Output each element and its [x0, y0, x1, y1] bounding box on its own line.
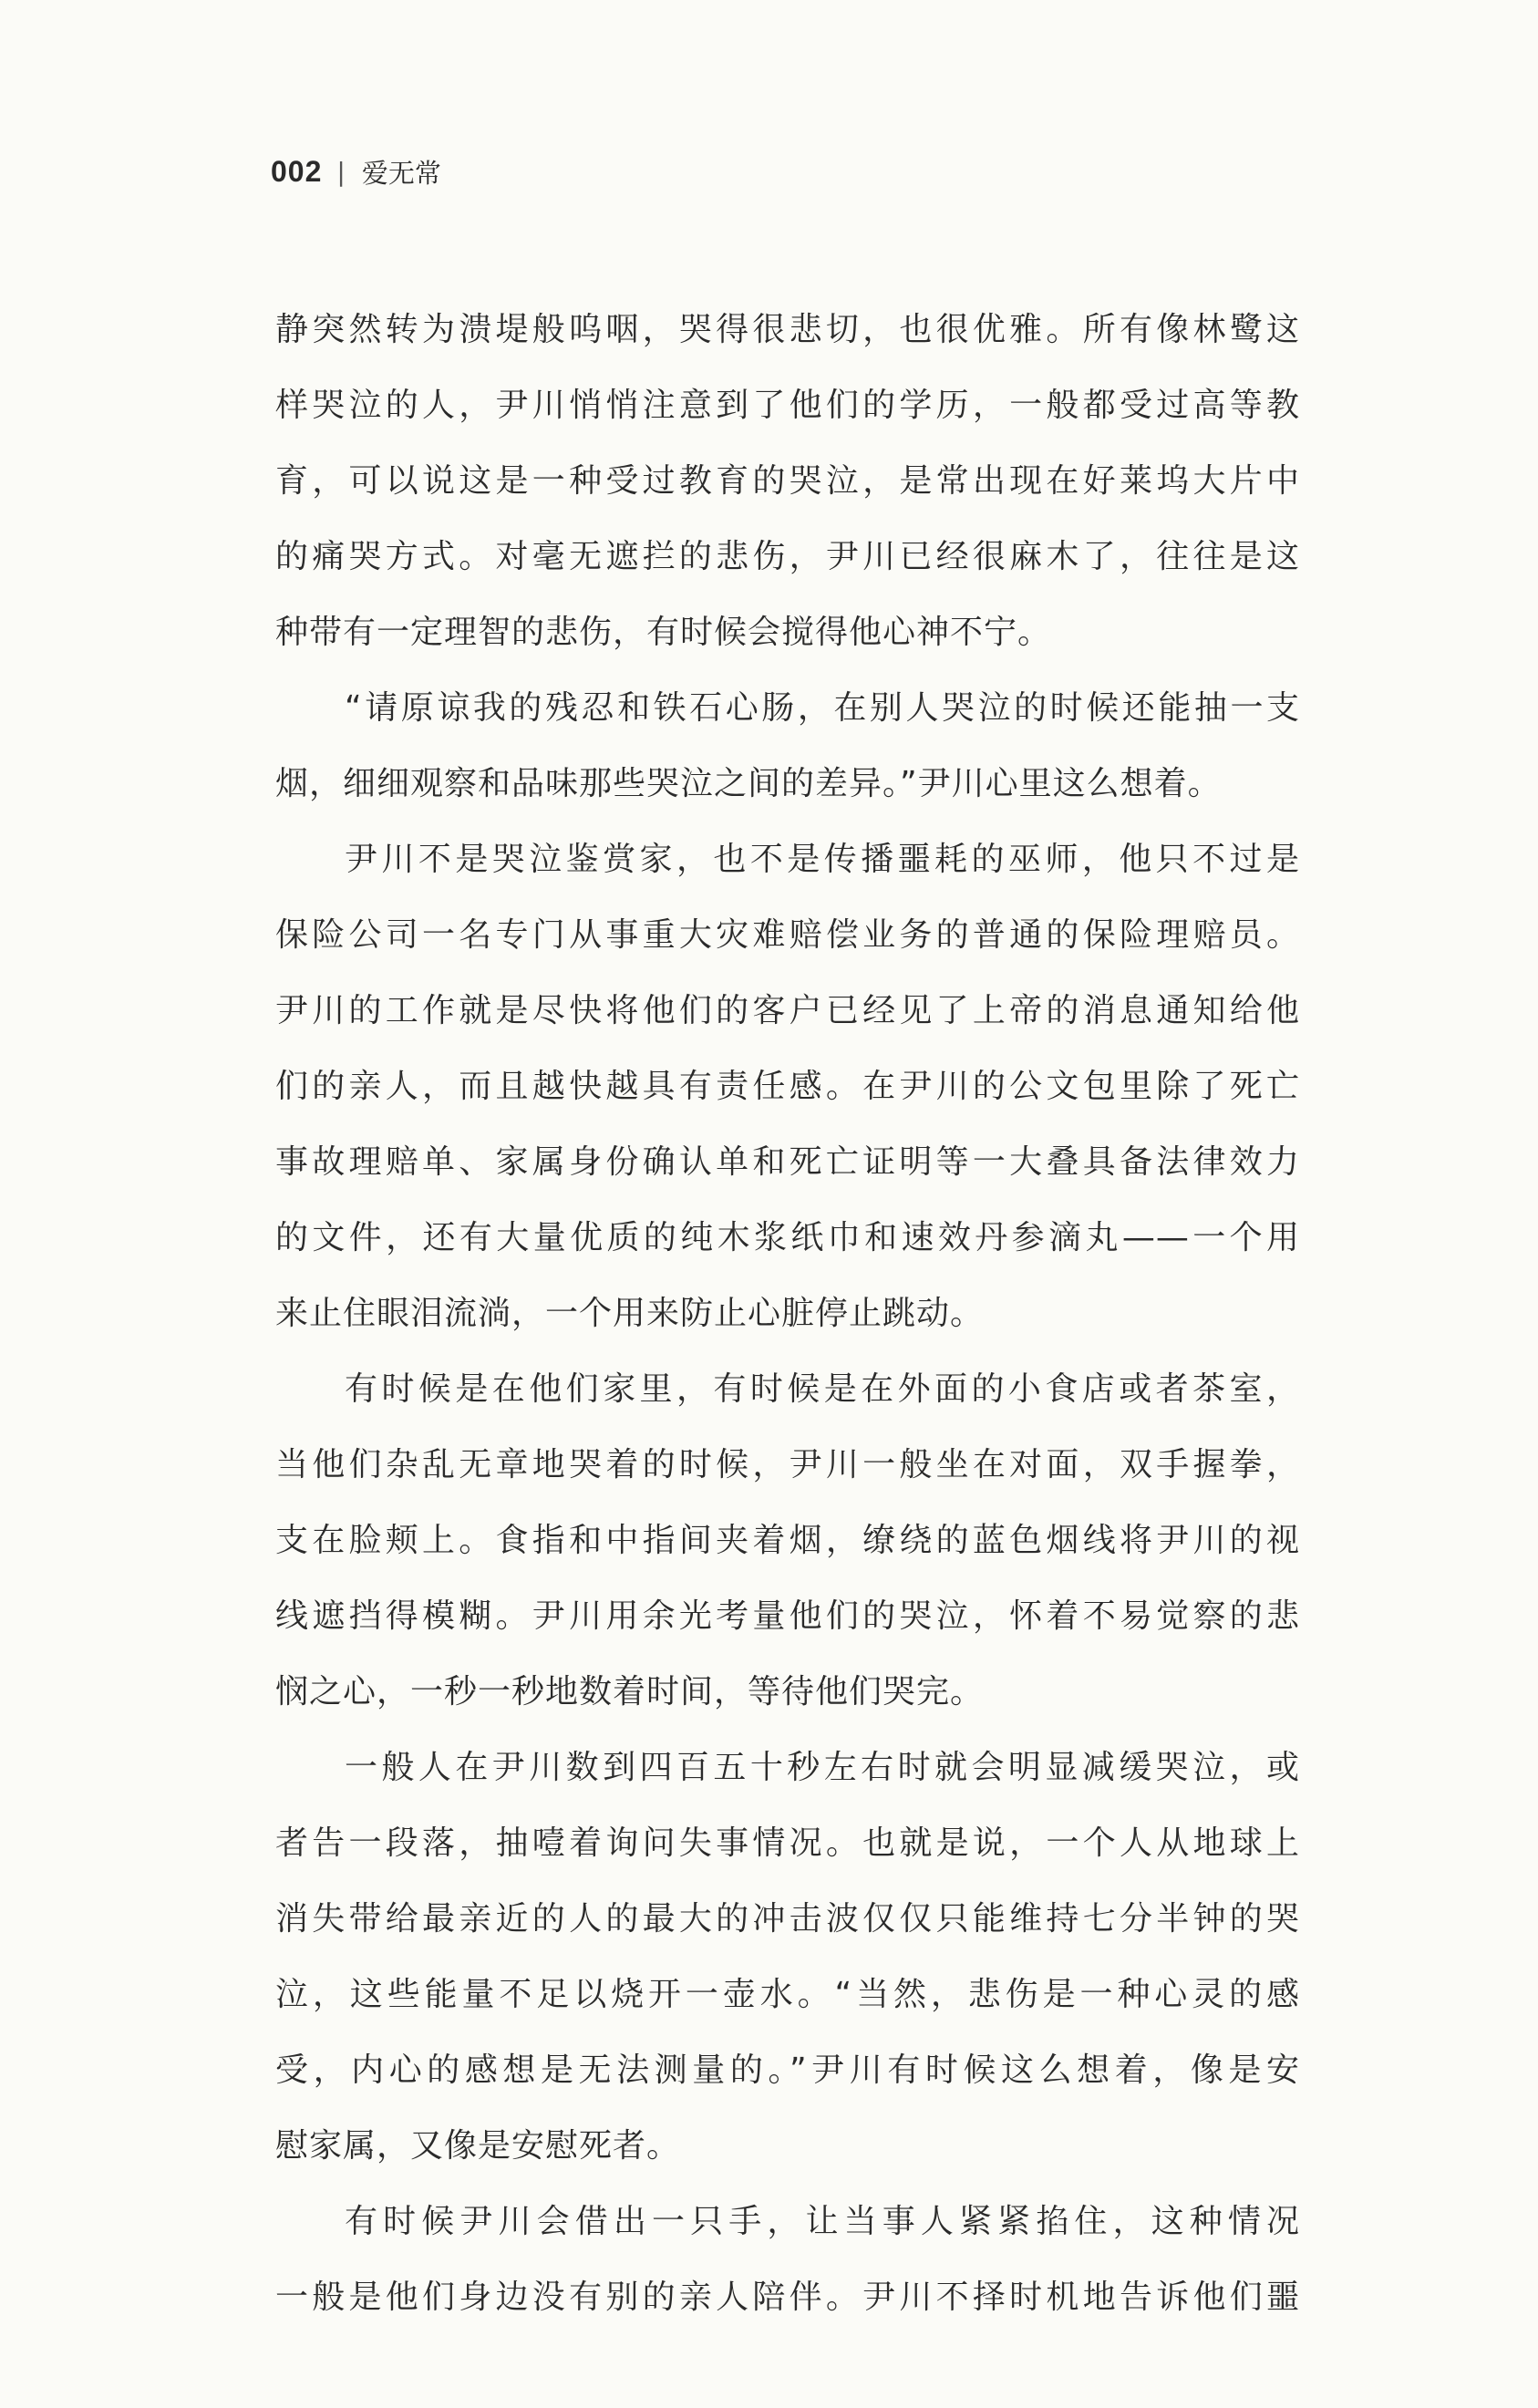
text-line: “请原谅我的残忍和铁石心肠，在别人哭泣的时候还能抽一支: [345, 689, 1300, 727]
text-line: 的文件，还有大量优质的纯木浆纸巾和速效丹参滴丸——一个用: [275, 1219, 1300, 1256]
paragraph: [275, 1730, 1300, 2184]
book-title: 爱无常: [361, 157, 441, 189]
text-line: 育，可以说这是一种受过教育的哭泣，是常出现在好莱坞大片中: [275, 462, 1300, 500]
text-line: 静突然转为溃堤般呜咽，哭得很悲切，也很优雅。所有像林鹭这: [275, 311, 1300, 348]
text-line: 者告一段落，抽噎着询问失事情况。也就是说，一个人从地球上: [275, 1824, 1300, 1862]
paragraph: [275, 292, 1300, 670]
header-separator: |: [336, 156, 346, 187]
text-line: 保险公司一名专门从事重大灾难赔偿业务的普通的保险理赔员。: [275, 916, 1300, 954]
text-line: 泣，这些能量不足以烧开一壶水。“当然，悲伤是一种心灵的感: [275, 1976, 1300, 2013]
text-line: 事故理赔单、家属身份确认单和死亡证明等一大叠具备法律效力: [275, 1143, 1300, 1181]
paragraph: [275, 670, 1300, 822]
text-line: 种带有一定理智的悲伤，有时候会搅得他心神不宁。: [275, 614, 1052, 651]
body-text: [275, 292, 1300, 2335]
page-number: 002: [271, 154, 323, 188]
paragraph: [275, 2184, 1300, 2335]
text-line: 来止住眼泪流淌，一个用来防止心脏停止跳动。: [275, 1295, 985, 1332]
text-line: 线遮挡得模糊。尹川用余光考量他们的哭泣，怀着不易觉察的悲: [275, 1597, 1300, 1635]
text-line: 的痛哭方式。对毫无遮拦的悲伤，尹川已经很麻木了，往往是这: [275, 538, 1300, 575]
paragraph: [275, 1351, 1300, 1730]
text-line: 有时候尹川会借出一只手，让当事人紧紧掐住，这种情况: [345, 2203, 1300, 2240]
text-line: 慰家属，又像是安慰死者。: [275, 2127, 681, 2165]
text-line: 支在脸颊上。食指和中指间夹着烟，缭绕的蓝色烟线将尹川的视: [275, 1522, 1300, 1559]
text-line: 当他们杂乱无章地哭着的时候，尹川一般坐在对面，双手握拳，: [275, 1446, 1300, 1483]
text-line: 烟，细细观察和品味那些哭泣之间的差异。”尹川心里这么想着。: [275, 765, 1222, 802]
text-line: 们的亲人，而且越快越具有责任感。在尹川的公文包里除了死亡: [275, 1068, 1300, 1105]
text-line: 一般人在尹川数到四百五十秒左右时就会明显减缓哭泣，或: [345, 1749, 1300, 1786]
text-line: 受，内心的感想是无法测量的。”尹川有时候这么想着，像是安: [275, 2051, 1300, 2089]
text-line: 样哭泣的人，尹川悄悄注意到了他们的学历，一般都受过高等教: [275, 387, 1300, 424]
text-line: 悯之心，一秒一秒地数着时间，等待他们哭完。: [275, 1673, 985, 1710]
text-line: 尹川不是哭泣鉴赏家，也不是传播噩耗的巫师，他只不过是: [345, 841, 1300, 878]
text-line: 一般是他们身边没有别的亲人陪伴。尹川不择时机地告诉他们噩: [275, 2279, 1300, 2316]
text-line: 尹川的工作就是尽快将他们的客户已经见了上帝的消息通知给他: [275, 992, 1300, 1029]
text-line: 有时候是在他们家里，有时候是在外面的小食店或者茶室，: [345, 1370, 1300, 1408]
running-header: [271, 153, 441, 190]
paragraph: [275, 822, 1300, 1351]
text-line: 消失带给最亲近的人的最大的冲击波仅仅只能维持七分半钟的哭: [275, 1900, 1300, 1938]
